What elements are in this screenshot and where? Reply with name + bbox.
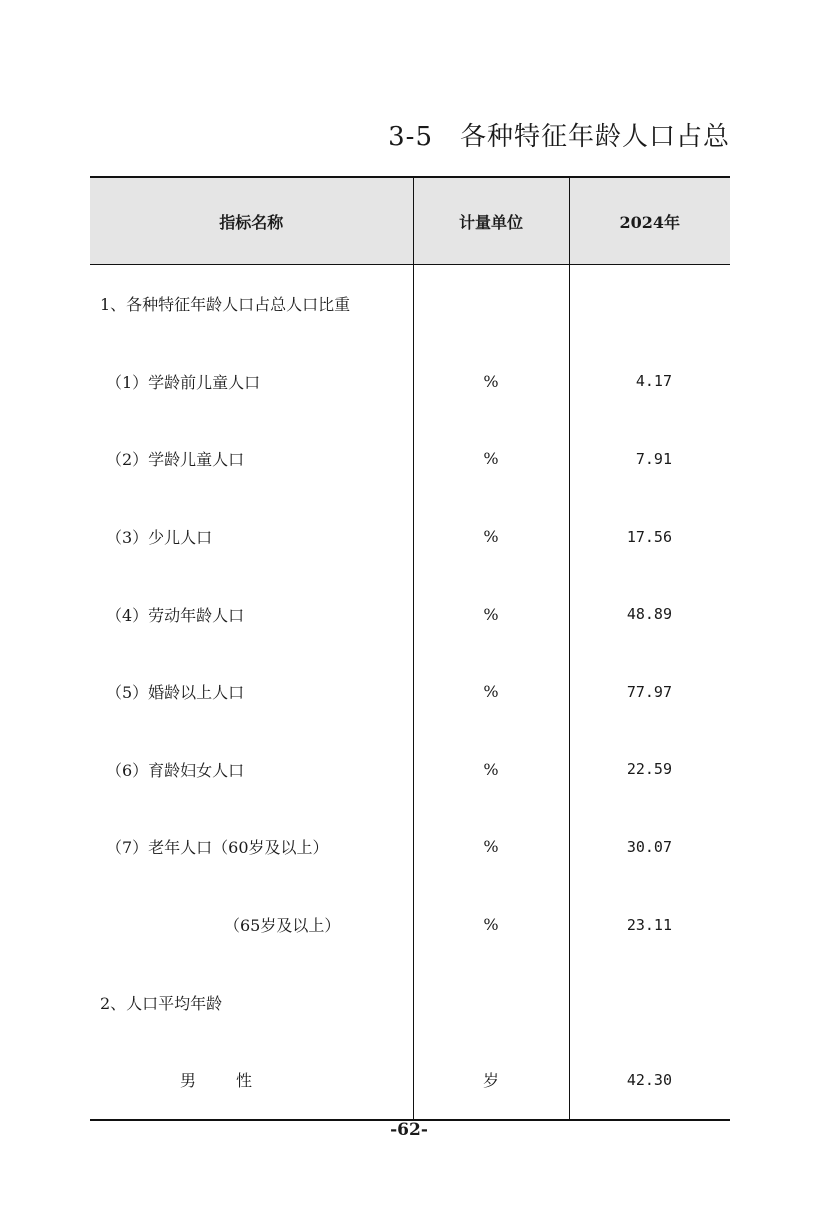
row-value: 7.91 xyxy=(569,420,730,498)
row-value: 23.11 xyxy=(569,886,730,964)
table-row xyxy=(90,343,730,421)
row-value: 48.89 xyxy=(569,575,730,653)
row-unit: % xyxy=(413,575,569,653)
row-value: 30.07 xyxy=(569,808,730,886)
table-row xyxy=(90,420,730,498)
row-name: （7）老年人口（60岁及以上） xyxy=(106,838,329,858)
table-row xyxy=(90,653,730,731)
row-unit: % xyxy=(413,343,569,421)
table-header-row xyxy=(90,177,730,265)
table-row xyxy=(90,731,730,809)
row-name-part1: 男 xyxy=(180,1071,197,1091)
row-name xyxy=(90,1041,413,1120)
row-value: 4.17 xyxy=(569,343,730,421)
row-unit xyxy=(413,963,569,1041)
header-indicator-name: 指标名称 xyxy=(90,177,413,265)
row-value: 17.56 xyxy=(569,498,730,576)
table-row xyxy=(90,498,730,576)
row-unit: % xyxy=(413,886,569,964)
header-year: 2024年 xyxy=(569,177,730,265)
row-unit: % xyxy=(413,420,569,498)
row-unit: % xyxy=(413,653,569,731)
page-number: -62- xyxy=(390,1120,428,1140)
row-value: 42.30 xyxy=(569,1041,730,1120)
row-name: （2）学龄儿童人口 xyxy=(106,450,245,470)
row-name-part2: 性 xyxy=(236,1071,253,1091)
row-unit: % xyxy=(413,731,569,809)
table-row xyxy=(90,886,730,964)
row-value: 77.97 xyxy=(569,653,730,731)
table-row xyxy=(90,575,730,653)
header-unit: 计量单位 xyxy=(413,177,569,265)
row-name: （4）劳动年龄人口 xyxy=(106,605,245,625)
row-name: （65岁及以上） xyxy=(224,916,341,936)
row-name: （3）少儿人口 xyxy=(106,528,213,548)
row-unit: % xyxy=(413,808,569,886)
row-name: 2、人口平均年龄 xyxy=(100,993,223,1013)
row-value xyxy=(569,963,730,1041)
row-name: （6）育龄妇女人口 xyxy=(106,760,245,780)
row-unit: % xyxy=(413,498,569,576)
page-title: 3-5 各种特征年龄人口占总 xyxy=(388,122,730,152)
row-name: （1）学龄前儿童人口 xyxy=(106,372,261,392)
statistics-table xyxy=(90,176,730,1121)
row-name: 1、各种特征年龄人口占总人口比重 xyxy=(100,295,351,315)
row-unit xyxy=(413,265,569,343)
table-row xyxy=(90,265,730,343)
table-row xyxy=(90,808,730,886)
row-value: 22.59 xyxy=(569,731,730,809)
row-name: （5）婚龄以上人口 xyxy=(106,683,245,703)
table-row xyxy=(90,963,730,1041)
row-value xyxy=(569,265,730,343)
row-unit: 岁 xyxy=(413,1041,569,1120)
table-row xyxy=(90,1041,730,1120)
